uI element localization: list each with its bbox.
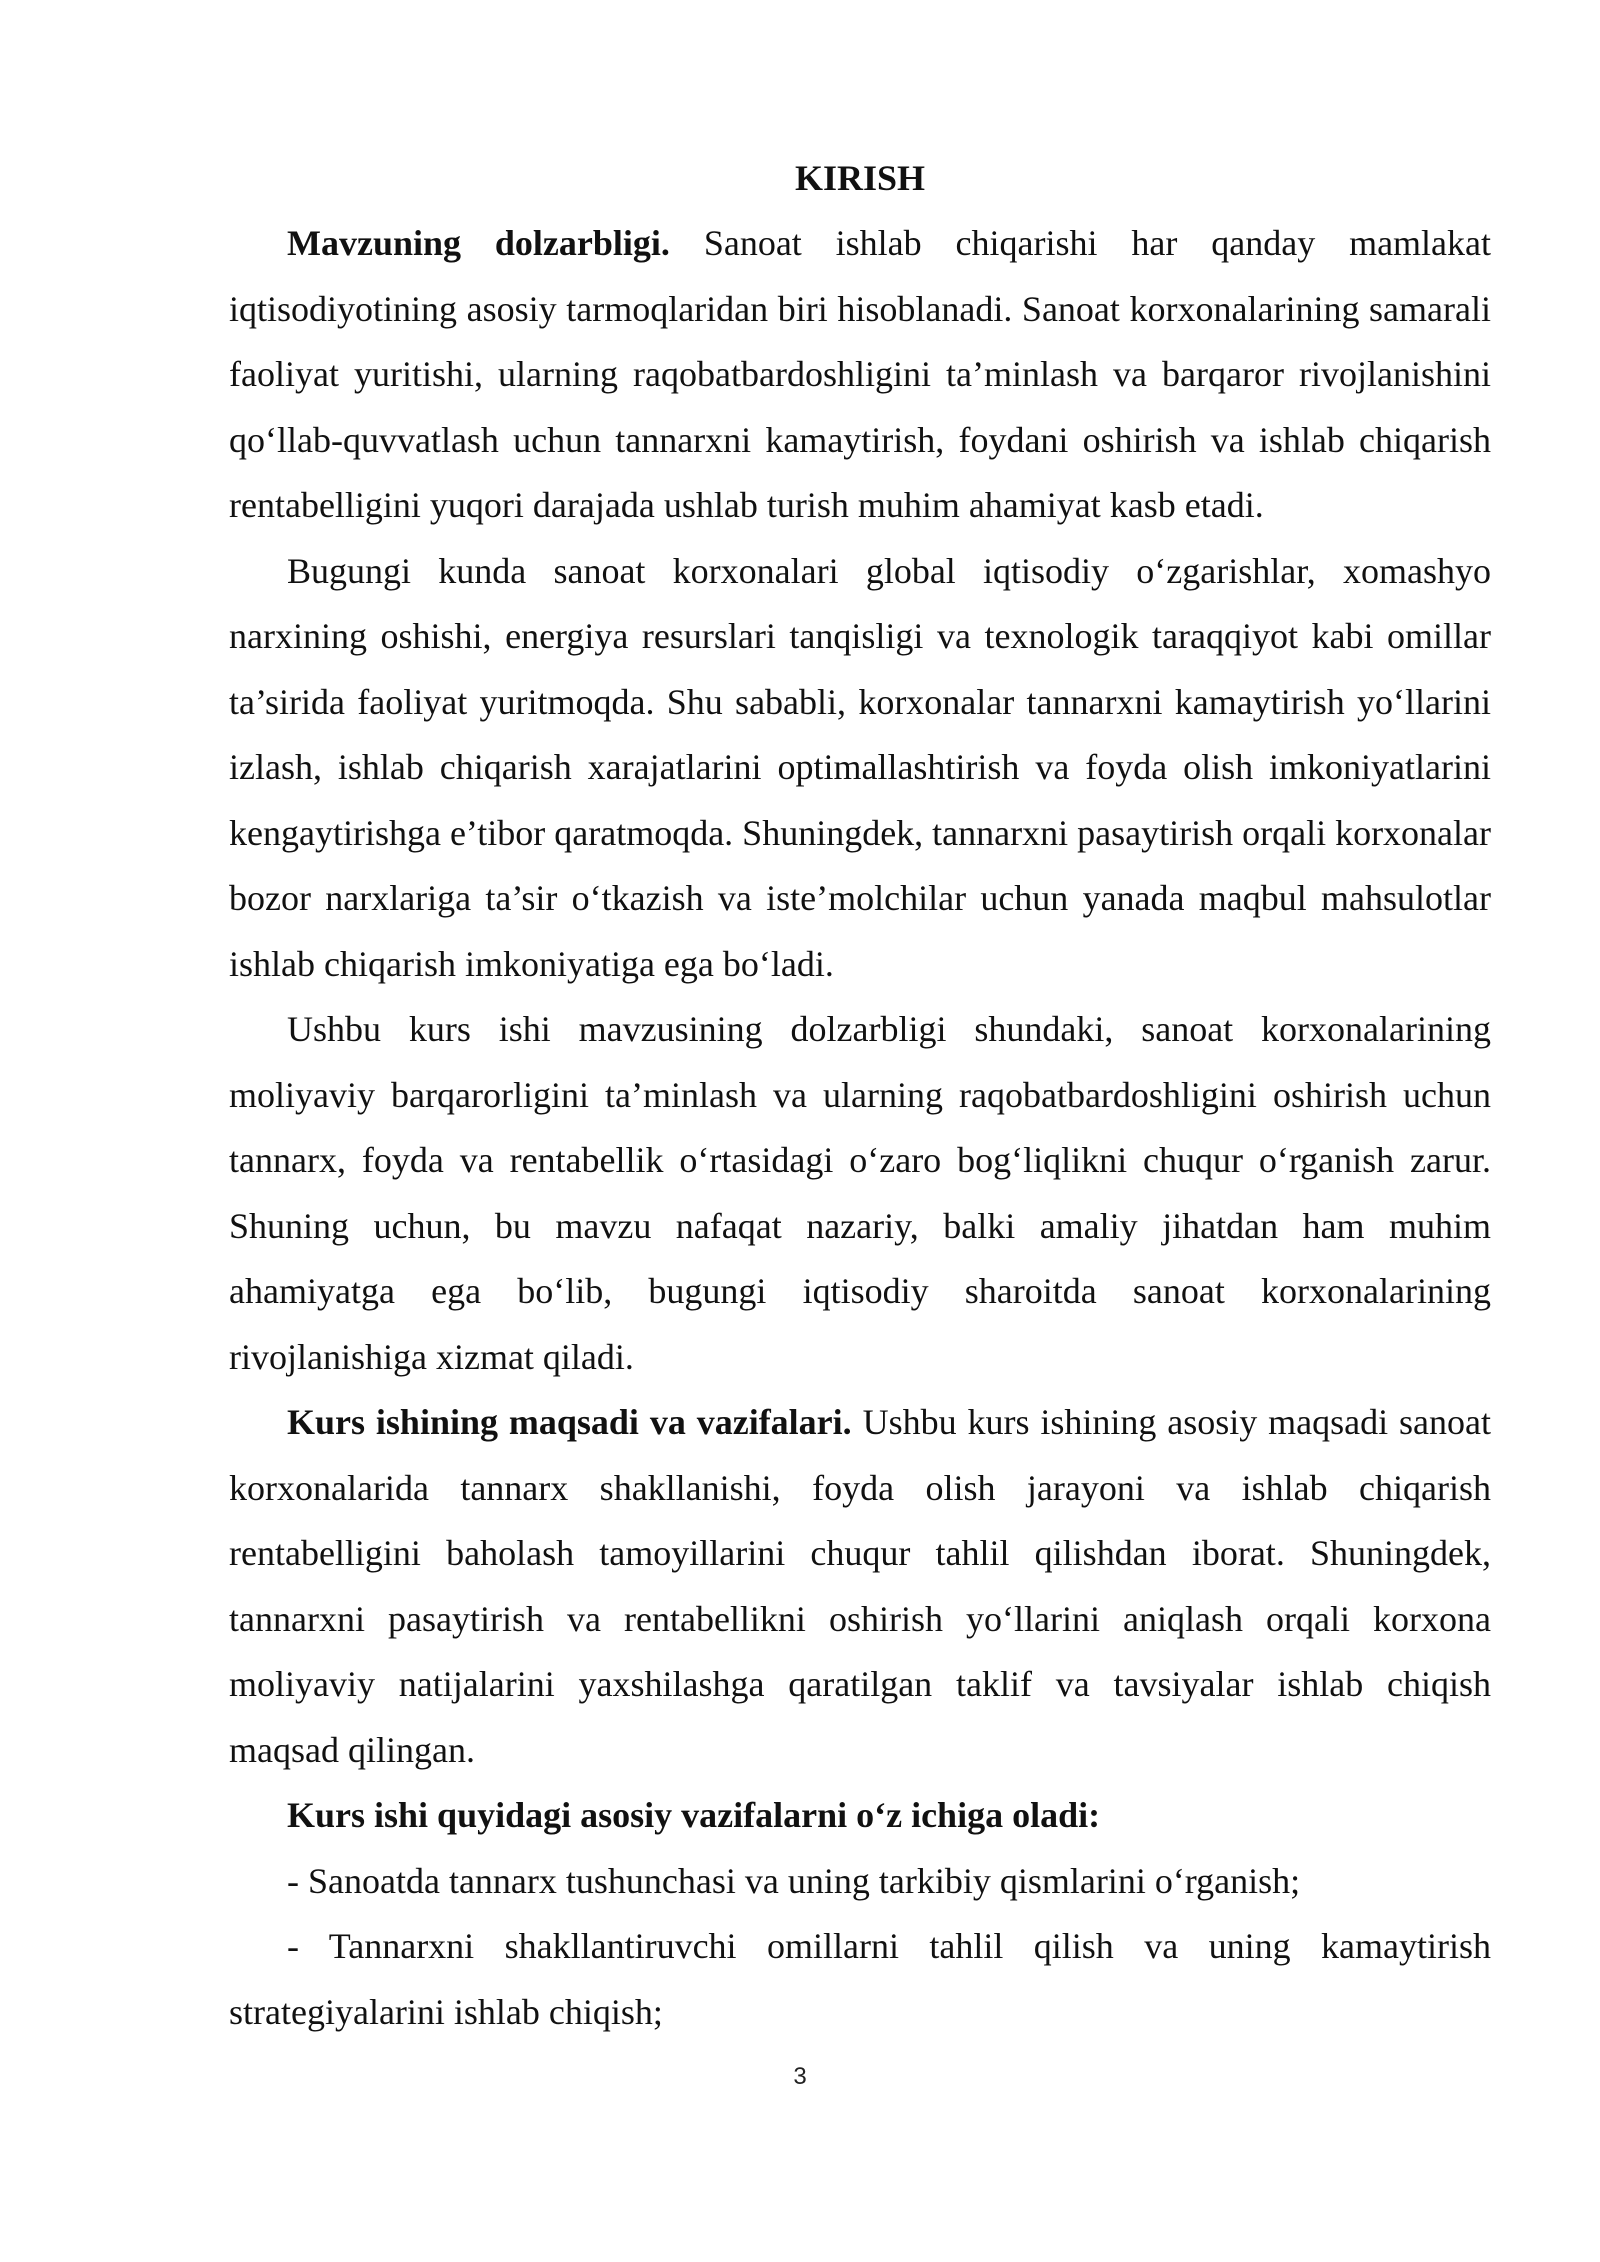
paragraph-goal xyxy=(229,1390,1491,1783)
tasks-heading: Kurs ishi quyidagi asosiy vazifalarni o‘z ichiga oladi: xyxy=(287,1795,1101,1835)
paragraph-importance xyxy=(229,997,1491,1390)
page-number: 3 xyxy=(793,2063,807,2090)
paragraph-relevance xyxy=(229,211,1491,539)
paragraph-lead: Kurs ishining maqsadi va vazifalari. xyxy=(287,1402,852,1442)
task-item: - Sanoatda tannarx tushunchasi va uning tarkibiy qismlarini o‘rganish; xyxy=(287,1860,1301,1901)
section-title: KIRISH xyxy=(794,158,926,198)
paragraph-text: Bugungi kunda sanoat korxonalari global iqtisodiy o‘zgarishlar, xomashyo narxining oshishi, energiya resurslari tanqisligi va texnologik taraqqiyot kabi omillar ta’sirida faoliyat yuritmoqda. Shu sababli, korxonalar tannarxni kamaytirish yo‘llarini izlash, ishlab chiqarish xarajatlarini optimallashtirish va foyda olish imkoniyatlarini kengaytirishga e’tibor qaratmoqda. Shuningdek, tannarxni pasaytirish orqali korxonalar bozor narxlariga ta’sir o‘tkazish va iste’molchilar uchun yanada maqbul mahsulotlar ishlab chiqarish imkoniyatiga ega bo‘ladi. xyxy=(229,550,1492,984)
paragraph-text: Sanoat ishlab chiqarishi har qanday mamlakat iqtisodiyotining asosiy tarmoqlaridan biri hisoblanadi. Sanoat korxonalarining samarali faoliyat yuritishi, ularning raqobatbardoshligini ta’minlash va barqaror rivojlanishini qo‘llab-quvvatlash uchun tannarxni kamaytirish, foydani oshirish va ishlab chiqarish rentabelligini yuqori darajada ushlab turish muhim ahamiyat kasb etadi. xyxy=(229,223,1492,525)
paragraph-text: Ushbu kurs ishining asosiy maqsadi sanoat korxonalarida tannarx shakllanishi, foyda olish jarayoni va ishlab chiqarish rentabelligini baholash tamoyillarini chuqur tahlil qilishdan iborat. Shuningdek, tannarxni pasaytirish va rentabellikni oshirish yo‘llarini aniqlash orqali korxona moliyaviy natijalarini yaxshilashga qaratilgan taklif va tavsiyalar ishlab chiqish maqsad qilingan. xyxy=(229,1402,1492,1770)
paragraph-text: Ushbu kurs ishi mavzusining dolzarbligi shundaki, sanoat korxonalarining moliyaviy barqarorligini ta’minlash va ularning raqobatbardoshligini oshirish uchun tannarx, foyda va rentabellik o‘rtasidagi o‘zaro bog‘liqlikni chuqur o‘rganish zarur. Shuning uchun, bu mavzu nafaqat nazariy, balki amaliy jihatdan ham muhim ahamiyatga ega bo‘lib, bugungi iqtisodiy sharoitda sanoat korxonalarining rivojlanishiga xizmat qiladi. xyxy=(229,1009,1491,1377)
paragraph-context xyxy=(229,539,1491,998)
document-body xyxy=(229,146,1491,2045)
paragraph-lead: Mavzuning dolzarbligi. xyxy=(287,223,670,263)
task-item: - Tannarxni shakllantiruvchi omillarni tahlil qilish va uning kamaytirish strategiyalarini ishlab chiqish; xyxy=(229,1926,1491,2032)
